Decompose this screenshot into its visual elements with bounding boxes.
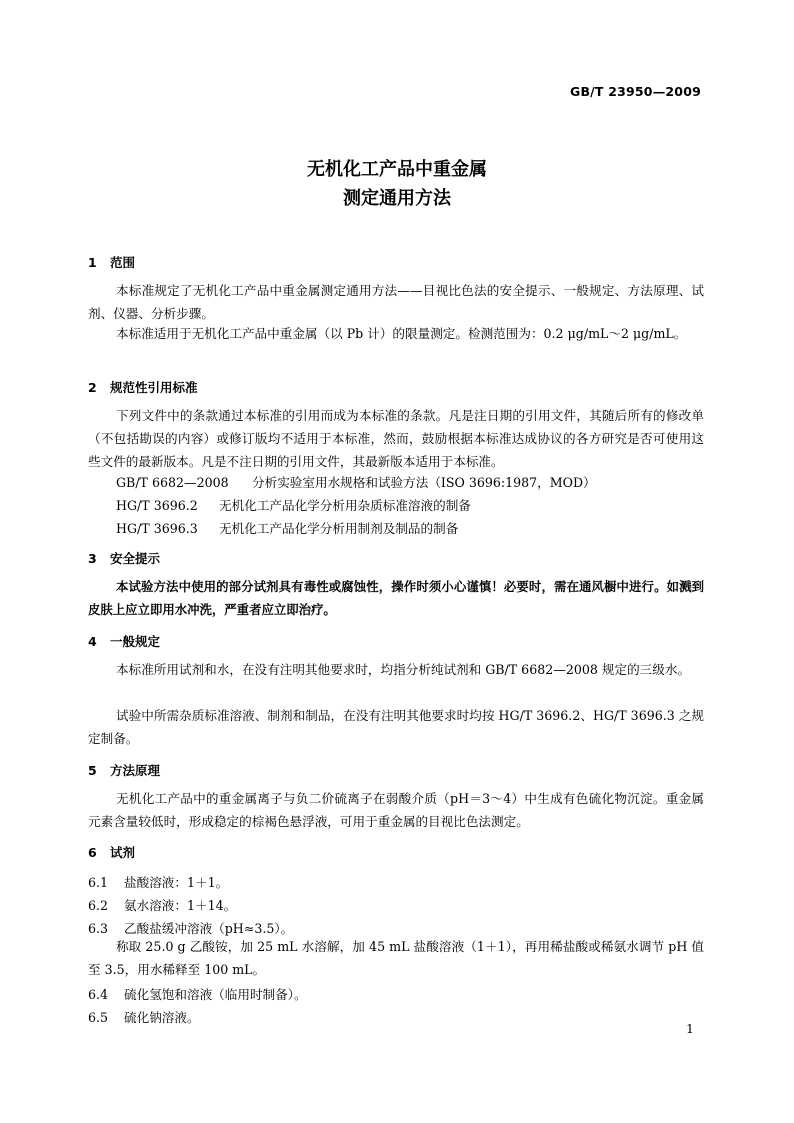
section-title: 规范性引用标准 [110,380,198,395]
reference-title: 分析实验室用水规格和试验方法（ISO 3696:1987，MOD） [252,475,596,490]
reference-code: HG/T 3696.3 [116,521,198,536]
section-number: 5 [88,763,97,778]
section-2-paragraph-1: 下列文件中的条款通过本标准的引用而成为本标准的条款。凡是注日期的引用文件，其随后所有的修改单（不包括勘误的内容）或修订版均不适用于本标准，然而，鼓励根据本标准达成协议的各方研究是否可使用这些文件的最新版本。凡是不注日期的引用文件，其最新版本适用于本标准。 [88,408,704,469]
page-number: 1 [686,1021,694,1036]
section-5-paragraph-1: 无机化工产品中的重金属离子与负二价硫离子在弱酸介质（pH＝3～4）中生成有色硫化物沉淀。重金属元素含量较低时，形成稳定的棕褐色悬浮液，可用于重金属的目视比色法测定。 [88,791,704,829]
section-6-heading [88,843,135,861]
section-1-paragraph-1: 本标准规定了无机化工产品中重金属测定通用方法——目视比色法的安全提示、一般规定、方法原理、试剂、仪器、分析步骤。 [88,283,704,321]
section-number: 3 [88,551,97,566]
section-3-heading [88,549,160,567]
standard-code: GB/T 23950—2009 [569,84,701,99]
item-text: 硫化钠溶液。 [124,1010,200,1025]
item-number: 6.2 [88,898,109,913]
section-1-heading [88,253,135,271]
section-4-paragraph-1: 本标准所用试剂和水，在没有注明其他要求时，均指分析纯试剂和 GB/T 6682—2008 规定的三级水。 [116,662,691,677]
section-number: 6 [88,845,97,860]
section-title: 安全提示 [110,551,161,566]
reference-item [116,495,471,514]
reference-code: HG/T 3696.2 [116,498,198,513]
reagent-item [88,895,236,914]
reagent-6-3-description: 称取 25.0 g 乙酸铵，加 25 mL 水溶解，加 45 mL 盐酸溶液（1＋1），再用稀盐酸或稀氨水调节 pH 值至 3.5，用水稀释至 100 mL。 [88,939,704,977]
section-number: 1 [88,255,97,270]
section-title: 范围 [110,255,136,270]
reference-item [116,472,596,491]
reagent-item [88,872,228,891]
item-number: 6.4 [88,987,109,1002]
section-2-heading [88,378,198,396]
section-1-paragraph-2: 本标准适用于无机化工产品中重金属（以 Pb 计）的限量测定。检测范围为：0.2 μg/mL～2 μg/mL。 [116,326,687,341]
reagent-item [88,984,307,1003]
item-number: 6.5 [88,1010,109,1025]
item-number: 6.3 [88,921,109,936]
reference-item [116,518,458,537]
section-title: 方法原理 [110,763,161,778]
reference-title: 无机化工产品化学分析用杂质标准溶液的制备 [219,498,471,513]
reference-code: GB/T 6682—2008 [116,475,229,490]
section-4-heading [88,632,160,650]
section-title: 试剂 [110,845,136,860]
item-text: 氨水溶液：1＋14。 [124,898,237,913]
safety-warning-paragraph: 本试验方法中使用的部分试剂具有毒性或腐蚀性，操作时须小心谨慎！必要时，需在通风橱中进行。如溅到皮肤上应立即用水冲洗，严重者应立即治疗。 [88,579,704,617]
document-title-line2: 测定通用方法 [343,188,451,209]
section-title: 一般规定 [110,634,161,649]
item-text: 盐酸溶液：1＋1。 [124,875,229,890]
item-text: 硫化氢饱和溶液（临用时制备）。 [124,987,307,1002]
document-title-line1: 无机化工产品中重金属 [307,159,487,180]
section-number: 2 [88,380,97,395]
reference-title: 无机化工产品化学分析用制剂及制品的制备 [219,521,459,536]
section-5-heading [88,761,160,779]
section-4-paragraph-2: 试验中所需杂质标准溶液、制剂和制品，在没有注明其他要求时均按 HG/T 3696.2、HG/T 3696.3 之规定制备。 [88,708,704,746]
item-number: 6.1 [88,875,109,890]
section-number: 4 [88,634,97,649]
item-text: 乙酸盐缓冲溶液（pH≈3.5）。 [124,921,294,936]
reagent-item [88,1007,200,1026]
